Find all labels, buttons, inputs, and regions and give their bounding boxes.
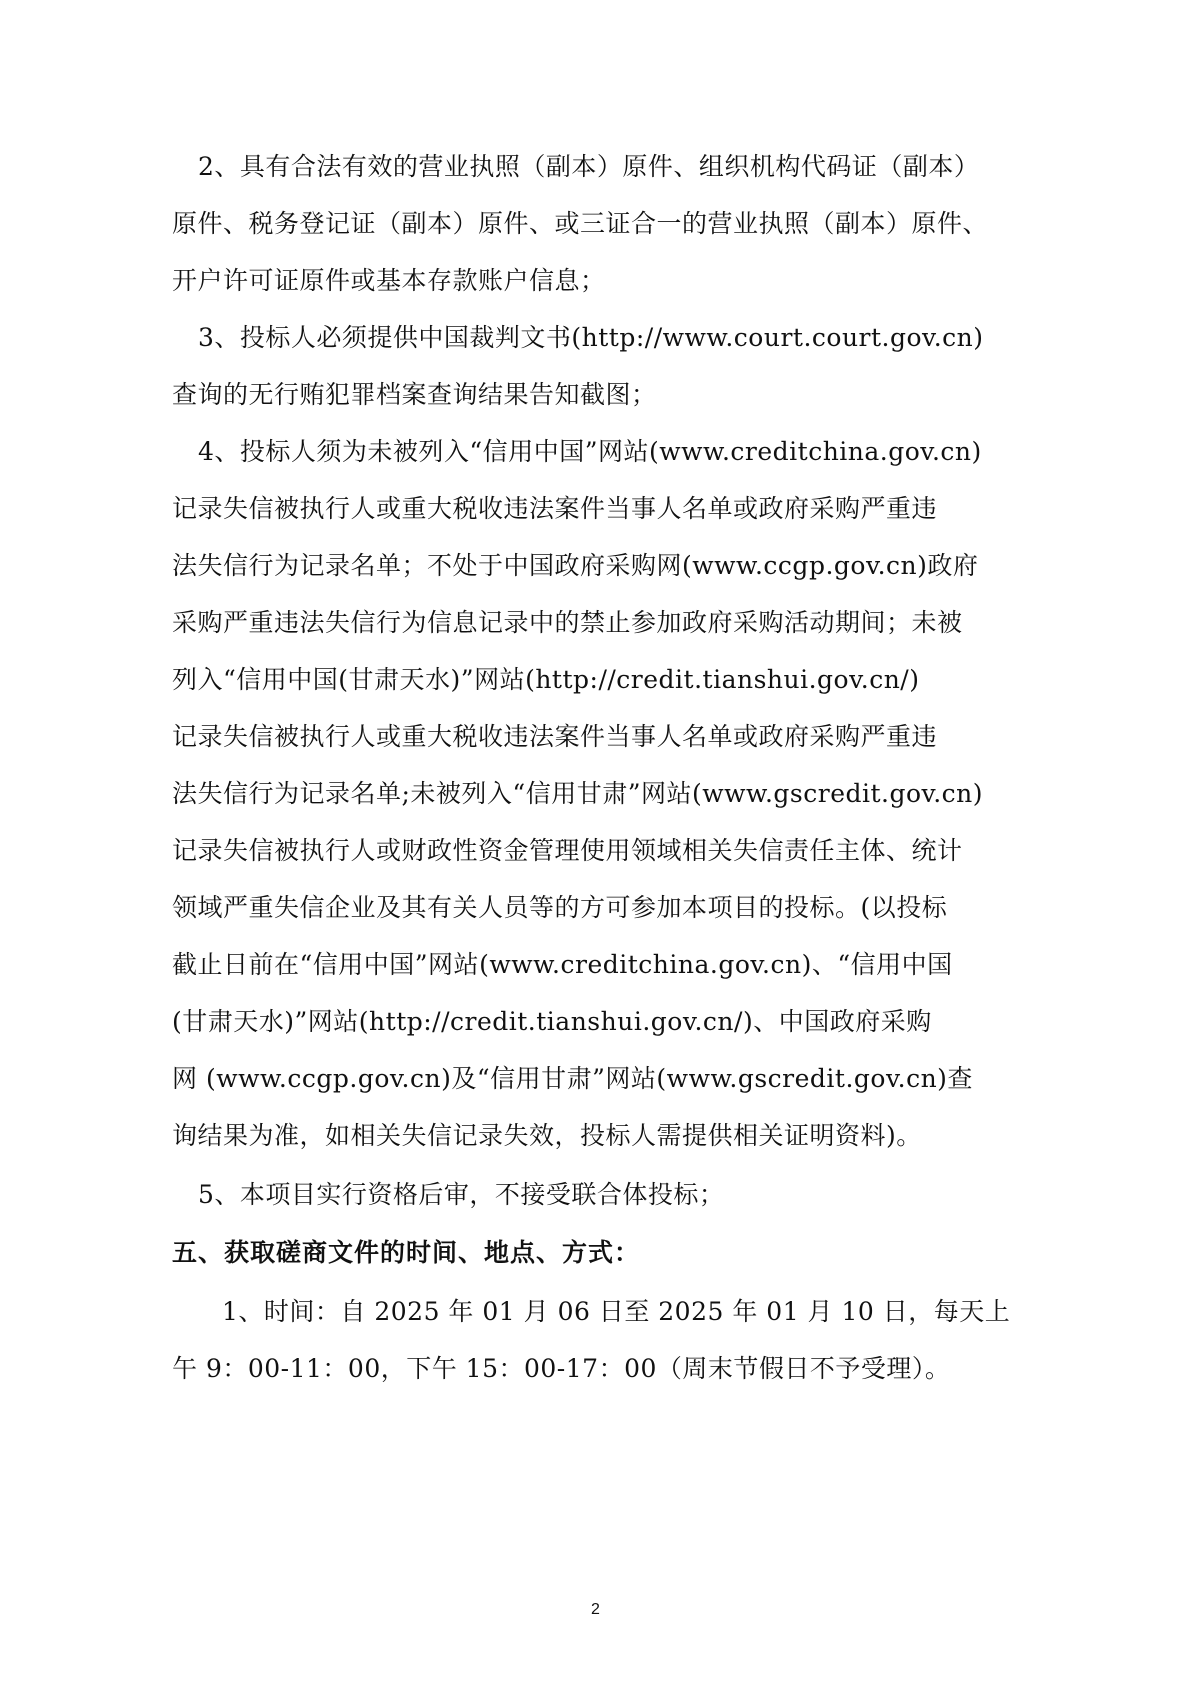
paragraph-line: 午 9：00-11：00，下午 15：00-17：00（周末节假日不予受理）。 <box>172 1354 951 1383</box>
paragraph-line: 列入“信用中国(甘肃天水)”网站(http://credit.tianshui.gov.cn/) <box>172 665 920 694</box>
paragraph-line: 5、本项目实行资格后审，不接受联合体投标； <box>198 1180 725 1209</box>
paragraph-line: 原件、税务登记证（副本）原件、或三证合一的营业执照（副本）原件、 <box>172 209 989 238</box>
paragraph-line: 法失信行为记录名单;未被列入“信用甘肃”网站(www.gscredit.gov.cn) <box>172 779 984 808</box>
paragraph-line: 法失信行为记录名单；不处于中国政府采购网(www.ccgp.gov.cn)政府 <box>172 551 979 580</box>
paragraph-line: 询结果为准，如相关失信记录失效，投标人需提供相关证明资料)。 <box>172 1121 922 1150</box>
paragraph-line: 领域严重失信企业及其有关人员等的方可参加本项目的投标。(以投标 <box>172 893 948 922</box>
paragraph-line: 查询的无行贿犯罪档案查询结果告知截图； <box>172 380 657 409</box>
paragraph-line: 开户许可证原件或基本存款账户信息； <box>172 266 606 295</box>
paragraph-line: 记录失信被执行人或重大税收违法案件当事人名单或政府采购严重违 <box>172 494 938 523</box>
paragraph-line: 网 (www.ccgp.gov.cn)及“信用甘肃”网站(www.gscredit.gov.cn)查 <box>172 1064 973 1093</box>
section-heading: 五、获取磋商文件的时间、地点、方式： <box>172 1238 641 1267</box>
paragraph-line: (甘肃天水)”网站(http://credit.tianshui.gov.cn/)、中国政府采购 <box>172 1007 932 1036</box>
paragraph-line: 4、投标人须为未被列入“信用中国”网站(www.creditchina.gov.cn) <box>198 437 982 466</box>
page-number: 2 <box>591 1601 600 1618</box>
paragraph-line: 2、具有合法有效的营业执照（副本）原件、组织机构代码证（副本） <box>198 152 980 181</box>
paragraph-line: 记录失信被执行人或财政性资金管理使用领域相关失信责任主体、统计 <box>172 836 963 865</box>
paragraph-line: 采购严重违法失信行为信息记录中的禁止参加政府采购活动期间；未被 <box>172 608 963 637</box>
paragraph-line: 3、投标人必须提供中国裁判文书(http://www.court.court.gov.cn) <box>198 323 984 352</box>
paragraph-line: 截止日前在“信用中国”网站(www.creditchina.gov.cn)、“信用中国 <box>172 950 953 979</box>
paragraph-line: 记录失信被执行人或重大税收违法案件当事人名单或政府采购严重违 <box>172 722 938 751</box>
paragraph-line: 1、时间：自 2025 年 01 月 06 日至 2025 年 01 月 10 日，每天上 <box>222 1297 1011 1326</box>
